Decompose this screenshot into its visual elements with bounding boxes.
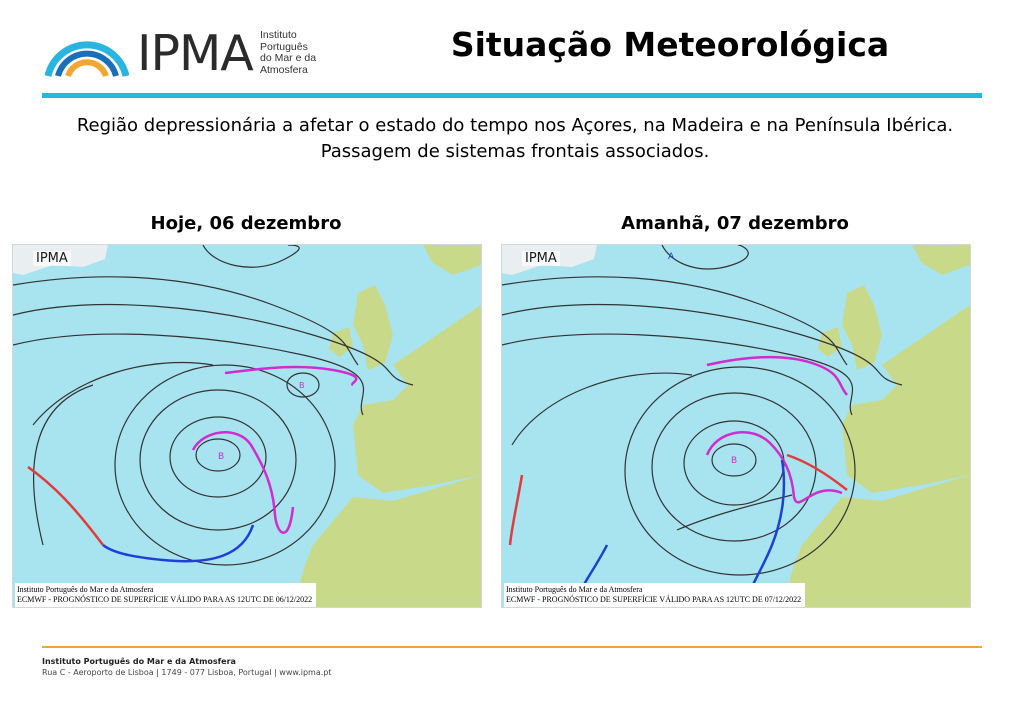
- synoptic-map: [501, 244, 971, 608]
- low-pressure-marker: B: [218, 452, 225, 462]
- low-pressure-marker: B: [731, 456, 738, 466]
- caption-source: Instituto Português do Mar e da Atmosfera: [506, 585, 643, 594]
- header-divider: [42, 93, 982, 98]
- footer-divider: [42, 646, 982, 648]
- logo-wordmark: IPMA: [137, 25, 253, 82]
- forecast-panel-tomorrow: [501, 212, 969, 608]
- logo-subtitle: [260, 30, 350, 76]
- caption-source: Instituto Português do Mar e da Atmosfera: [17, 585, 154, 594]
- footer-address: Rua C - Aeroporto de Lisboa | 1749 - 077 Lisboa, Portugal | www.ipma.pt: [42, 668, 332, 677]
- panel-label: Hoje, 06 dezembro: [150, 213, 342, 234]
- logo-sub-line: Português: [260, 40, 308, 53]
- caption-validity: ECMWF - PROGNÓSTICO DE SUPERFÍCIE VÁLIDO PARA AS 12UTC DE 06/12/2022: [17, 595, 313, 604]
- ipma-logo: [42, 25, 342, 82]
- panel-label: Amanhã, 07 dezembro: [621, 213, 849, 234]
- logo-sub-line: Atmosfera: [260, 63, 308, 76]
- logo-sub-line: Instituto: [260, 29, 297, 41]
- caption-validity: ECMWF - PROGNÓSTICO DE SUPERFÍCIE VÁLIDO PARA AS 12UTC DE 07/12/2022: [506, 595, 802, 604]
- situation-summary: Região depressionária a afetar o estado do tempo nos Açores, na Madeira e na Península Ibérica. Passagem de sistemas frontais associados.: [76, 115, 954, 162]
- synoptic-map: [12, 244, 482, 608]
- low-pressure-marker: B: [299, 381, 305, 390]
- map-graphic: [502, 245, 970, 607]
- map-logo: IPMA: [33, 251, 71, 266]
- high-pressure-marker: A: [668, 252, 675, 262]
- map-graphic: [13, 245, 481, 607]
- map-caption: [15, 583, 316, 607]
- logo-sub-line: do Mar e da: [260, 52, 317, 64]
- page-title: Situação Meteorológica: [450, 25, 890, 64]
- forecast-panel-today: [12, 212, 480, 608]
- footer-institution: Instituto Português do Mar e da Atmosfera: [42, 657, 236, 666]
- map-logo: IPMA: [522, 251, 560, 266]
- map-caption: [504, 583, 805, 607]
- ipma-arc-icon: [42, 28, 132, 80]
